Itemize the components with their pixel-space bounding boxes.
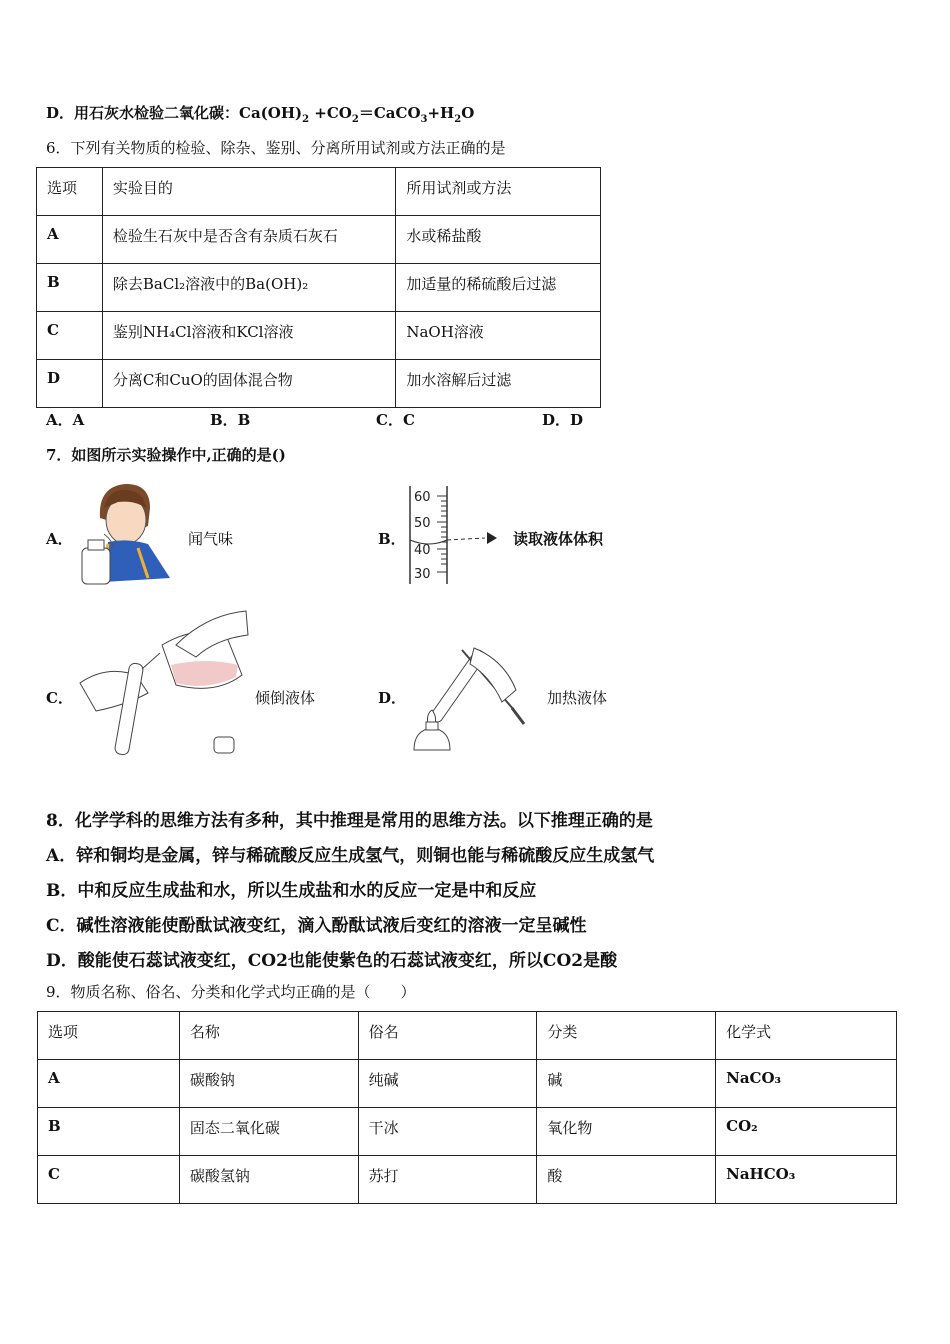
table-header: 实验目的	[102, 168, 395, 216]
q7-option-d-letter[interactable]: D．	[378, 689, 407, 707]
table-cell: NaHCO₃	[716, 1156, 897, 1204]
tick-label: 40	[414, 543, 431, 558]
table-cell: 苏打	[358, 1156, 537, 1204]
q8-title: 8．化学学科的思维方法有多种，其中推理是常用的思维方法。以下推理正确的是	[46, 811, 653, 831]
table-cell: 鉴别NH₄Cl溶液和KCl溶液	[102, 312, 395, 360]
table-cell: 加适量的稀硫酸后过滤	[396, 264, 601, 312]
table-row	[38, 1108, 897, 1156]
q8-option-c[interactable]: C．碱性溶液能使酚酞试液变红，滴入酚酞试液后变红的溶液一定呈碱性	[46, 916, 587, 936]
q6-table	[36, 167, 601, 408]
table-header: 选项	[38, 1012, 180, 1060]
table-cell: CO₂	[716, 1108, 897, 1156]
q7-title: 7．如图所示实验操作中,正确的是()	[46, 446, 286, 464]
table-cell: 酸	[537, 1156, 716, 1204]
q7-option-b-letter[interactable]: B．	[378, 530, 406, 548]
table-header: 俗名	[358, 1012, 537, 1060]
q7-option-a-letter[interactable]: A．	[46, 530, 73, 548]
tick-label: 50	[414, 516, 431, 531]
table-cell: C	[38, 1156, 180, 1204]
table-row	[37, 264, 601, 312]
q6-option-a[interactable]: A．A	[46, 411, 85, 429]
table-row	[37, 216, 601, 264]
q6-title: 6．下列有关物质的检验、除杂、鉴别、分离所用试剂或方法正确的是	[46, 139, 506, 157]
table-cell: NaOH溶液	[396, 312, 601, 360]
table-header-row	[38, 1012, 897, 1060]
table-row	[38, 1156, 897, 1204]
table-cell: B	[37, 264, 103, 312]
table-cell: B	[38, 1108, 180, 1156]
table-header: 分类	[537, 1012, 716, 1060]
table-row	[38, 1060, 897, 1108]
table-cell: 检验生石灰中是否含有杂质石灰石	[102, 216, 395, 264]
table-cell: NaCO₃	[716, 1060, 897, 1108]
q8-option-b[interactable]: B．中和反应生成盐和水，所以生成盐和水的反应一定是中和反应	[46, 881, 537, 901]
q6-option-b[interactable]: B．B	[210, 411, 251, 429]
q7-option-d-label: 加热液体	[547, 689, 608, 707]
table-row	[37, 360, 601, 408]
table-cell: 固态二氧化碳	[179, 1108, 358, 1156]
table-header: 选项	[37, 168, 103, 216]
table-cell: 纯碱	[358, 1060, 537, 1108]
table-header: 所用试剂或方法	[396, 168, 601, 216]
graduated-cylinder-illustration	[405, 482, 510, 587]
q7-option-b-label: 读取液体体积	[513, 530, 604, 548]
table-cell: 碳酸钠	[179, 1060, 358, 1108]
table-cell: 氧化物	[537, 1108, 716, 1156]
q5-option-d: D．用石灰水检验二氧化碳：$Ca(OH)_2$ $+CO_2=CaCO_3+H_2O$	[46, 104, 475, 125]
table-header: 名称	[179, 1012, 358, 1060]
heating-liquid-illustration	[404, 640, 539, 758]
table-cell: 加水溶解后过滤	[396, 360, 601, 408]
table-cell: 碱	[537, 1060, 716, 1108]
table-cell: 水或稀盐酸	[396, 216, 601, 264]
q7-option-c-label: 倾倒液体	[255, 689, 316, 707]
table-header-row	[37, 168, 601, 216]
table-cell: 碳酸氢钠	[179, 1156, 358, 1204]
table-cell: 干冰	[358, 1108, 537, 1156]
table-row	[37, 312, 601, 360]
q8-option-a[interactable]: A．锌和铜均是金属，锌与稀硫酸反应生成氢气，则铜也能与稀硫酸反应生成氢气	[46, 846, 655, 866]
q9-title: 9．物质名称、俗名、分类和化学式均正确的是（ ）	[46, 983, 416, 1001]
q6-option-d[interactable]: D．D	[542, 411, 584, 429]
table-cell: D	[37, 360, 103, 408]
smelling-illustration	[78, 478, 173, 588]
tick-label: 60	[414, 490, 431, 505]
q7-option-c-letter[interactable]: C．	[46, 689, 73, 707]
table-cell: A	[38, 1060, 180, 1108]
q7-option-a-label: 闻气味	[188, 530, 234, 548]
table-cell: C	[37, 312, 103, 360]
table-header: 化学式	[716, 1012, 897, 1060]
table-cell: 除去BaCl₂溶液中的Ba(OH)₂	[102, 264, 395, 312]
q8-option-d[interactable]: D．酸能使石蕊试液变红，CO2也能使紫色的石蕊试液变红，所以CO2是酸	[46, 951, 618, 971]
pouring-liquid-illustration	[76, 605, 251, 757]
table-cell: 分离C和CuO的固体混合物	[102, 360, 395, 408]
q6-option-c[interactable]: C．C	[376, 411, 415, 429]
q9-table	[37, 1011, 897, 1204]
table-cell: A	[37, 216, 103, 264]
tick-label: 30	[414, 567, 431, 582]
